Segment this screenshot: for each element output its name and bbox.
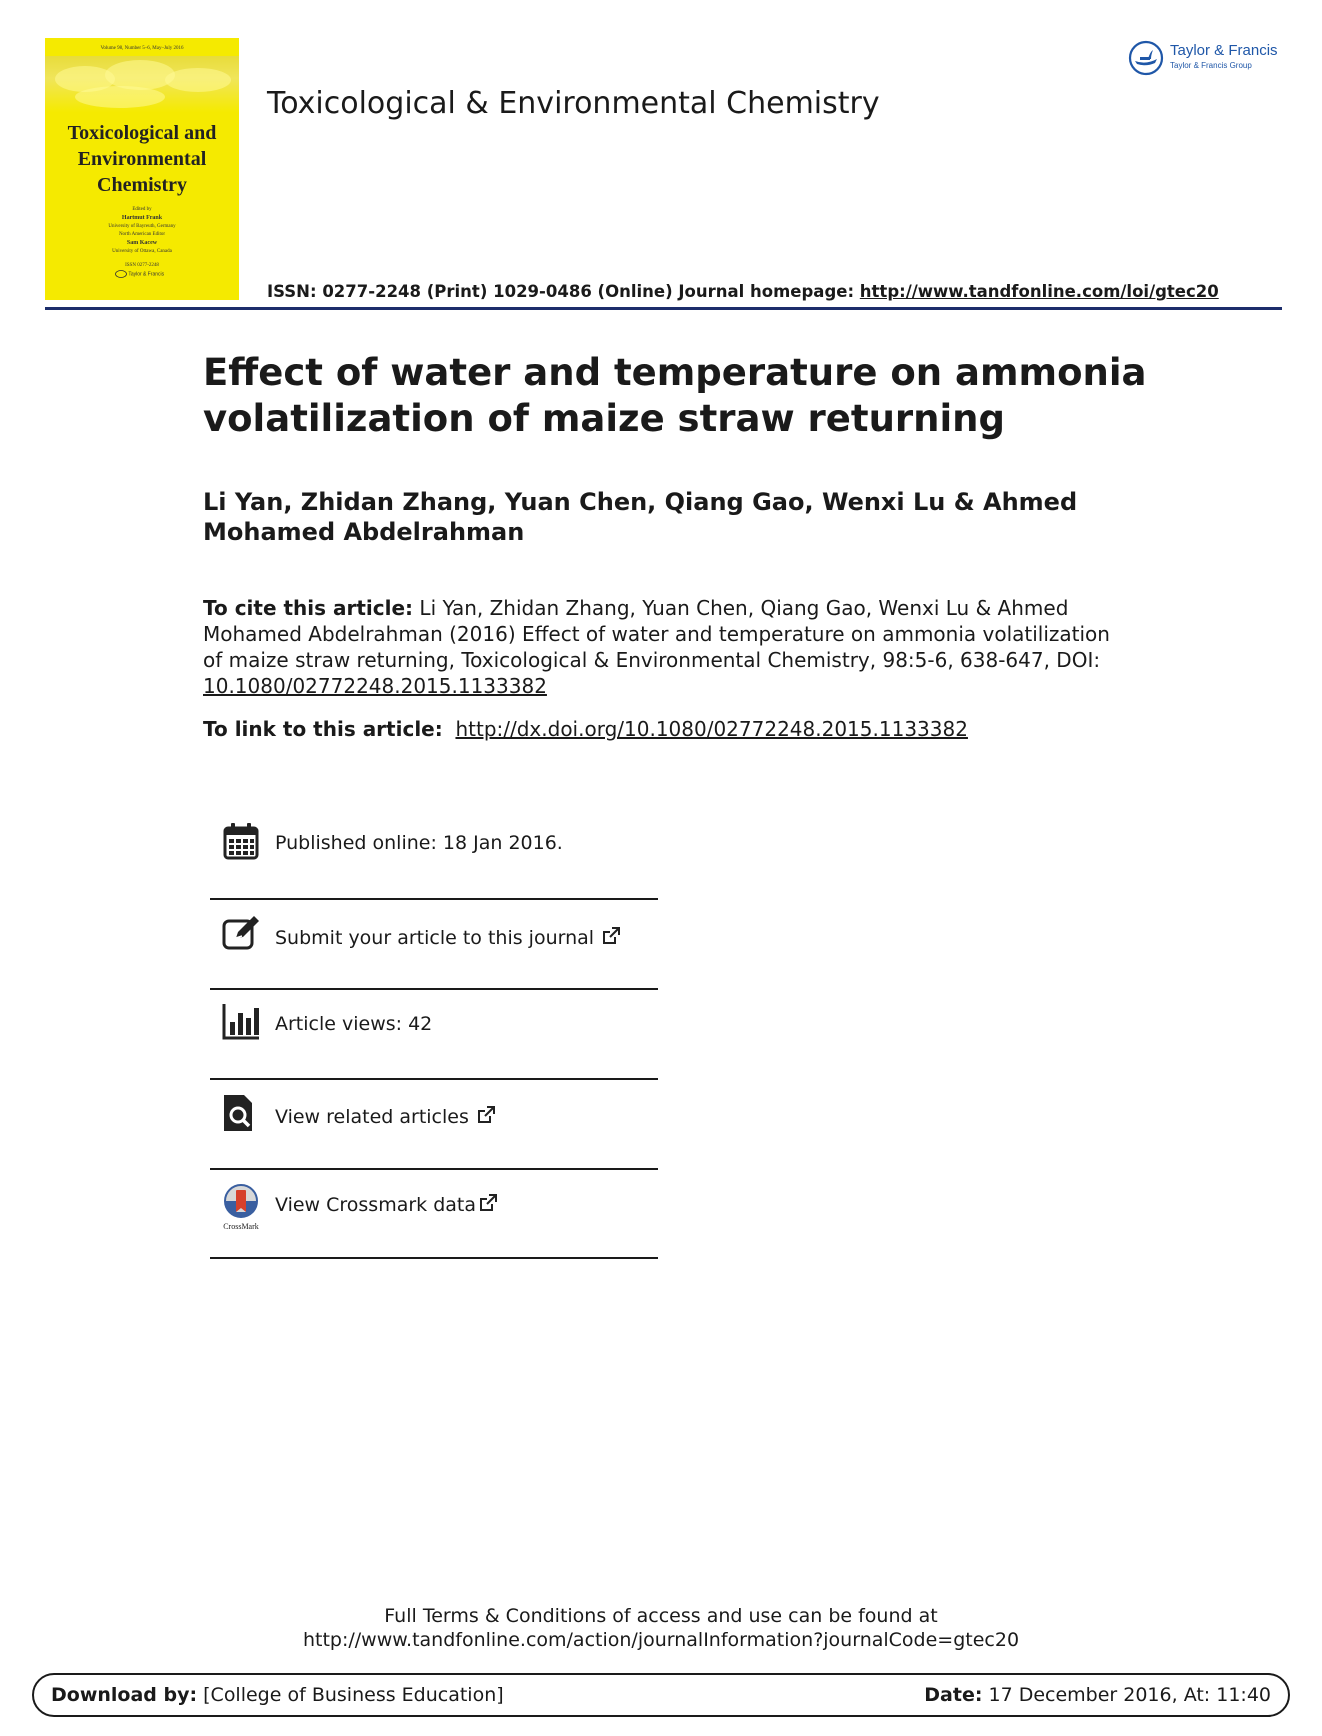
cover-editors [45, 206, 239, 270]
cover-title [45, 120, 239, 198]
document-search-icon [222, 1094, 260, 1132]
taylor-francis-lamp-icon [1128, 40, 1164, 76]
related-articles-link[interactable] [275, 1106, 495, 1128]
submit-article-row[interactable] [210, 914, 658, 964]
info-divider-5 [210, 1257, 658, 1259]
article-title: Effect of water and temperature on ammonia volatilization of maize straw returning [203, 351, 1147, 440]
bar-chart-icon [222, 1002, 260, 1040]
download-by-value: [College of Business Education] [197, 1684, 504, 1706]
related-articles-label: View related articles [275, 1106, 469, 1128]
publisher-name: Taylor & Francis [1170, 42, 1278, 59]
cover-issn: ISSN 0277-2248 [125, 263, 159, 268]
info-divider-2 [210, 988, 658, 990]
article-link-label: To link to this article: [203, 717, 443, 741]
cover-publisher-icon [115, 270, 127, 278]
calendar-icon [222, 822, 260, 860]
cover-title-line-1: Toxicological and [67, 122, 217, 144]
terms-line-1: Full Terms & Conditions of access and use can be found at [384, 1605, 938, 1627]
taylor-francis-logo[interactable] [1128, 40, 1288, 76]
crossmark-link[interactable] [275, 1194, 497, 1216]
article-link-line [203, 717, 968, 741]
crossmark-label: View Crossmark data [275, 1194, 477, 1216]
info-divider-3 [210, 1078, 658, 1080]
download-date-value: 17 December 2016, At: 11:40 [982, 1684, 1271, 1706]
download-date-label: Date: [924, 1684, 983, 1706]
article-authors: Li Yan, Zhidan Zhang, Yuan Chen, Qiang Gao, Wenxi Lu & Ahmed Mohamed Abdelrahman [203, 488, 1078, 546]
submit-article-link[interactable] [275, 927, 620, 949]
external-link-icon [477, 1106, 495, 1124]
header-divider [45, 307, 1282, 310]
download-date [924, 1684, 1271, 1706]
published-online-row [210, 822, 658, 872]
citation-doi-link[interactable]: 10.1080/02772248.2015.1133382 [203, 674, 547, 698]
publisher-group: Taylor & Francis Group [1170, 61, 1252, 70]
issn-text: ISSN: 0277-2248 (Print) 1029-0486 (Online) Journal homepage: [267, 282, 860, 301]
citation-block [203, 595, 1123, 699]
external-link-icon [479, 1194, 497, 1212]
issn-line [267, 282, 1219, 301]
info-divider-4 [210, 1168, 658, 1170]
download-by [51, 1684, 504, 1706]
info-divider-1 [210, 898, 658, 900]
crossmark-logo [222, 1184, 260, 1230]
cover-editor-1-affil: University of Bayreuth, Germany [108, 224, 176, 229]
article-views-text: Article views: 42 [275, 1013, 433, 1035]
crossmark-caption: CrossMark [223, 1222, 259, 1231]
edit-icon [222, 914, 260, 952]
citation-label: To cite this article: [203, 596, 414, 620]
crossmark-row[interactable] [210, 1184, 658, 1234]
crossmark-icon [222, 1184, 260, 1220]
journal-name: Toxicological & Environmental Chemistry [267, 86, 880, 121]
cover-publisher-name: Taylor & Francis [128, 271, 165, 278]
cover-sky-band [45, 56, 239, 112]
cover-na-editor: North American Editor [118, 232, 166, 237]
cover-edited-by: Edited by [132, 207, 152, 212]
published-online-text: Published online: 18 Jan 2016. [275, 832, 563, 854]
cover-editor-2-affil: University of Ottawa, Canada [112, 249, 172, 254]
related-articles-row[interactable] [210, 1092, 658, 1142]
citation-text: Li Yan, Zhidan Zhang, Yuan Chen, Qiang Gao, Wenxi Lu & Ahmed Mohamed Abdelrahman (2016) Effect of water and temperature on ammonia volatilization of maize straw returning, Toxicological & Environmental Chemistry, 98:5-6, 638-647, DOI: [203, 596, 1110, 672]
journal-homepage-link[interactable]: http://www.tandfonline.com/loi/gtec20 [859, 282, 1219, 301]
cover-editor-1: Hartmut Frank [121, 215, 163, 221]
download-by-label: Download by: [51, 1684, 198, 1706]
submit-article-label: Submit your article to this journal [275, 927, 595, 949]
cover-title-line-3: Chemistry [97, 174, 187, 196]
article-doi-link[interactable]: http://dx.doi.org/10.1080/02772248.2015.1133382 [455, 717, 968, 741]
article-views-row [210, 1002, 658, 1052]
cover-volume-line: Volume 98, Number 5–6, May–July 2016 [100, 46, 184, 51]
external-link-icon [602, 927, 620, 945]
cover-publisher-mark [115, 270, 164, 278]
journal-cover-image [45, 38, 239, 300]
download-info-bar [32, 1673, 1290, 1717]
cover-title-line-2: Environmental [77, 148, 207, 170]
terms-block [0, 1604, 1322, 1652]
terms-url[interactable]: http://www.tandfonline.com/action/journalInformation?journalCode=gtec20 [302, 1629, 1020, 1651]
cover-editor-2: Sam Kacew [126, 240, 158, 246]
